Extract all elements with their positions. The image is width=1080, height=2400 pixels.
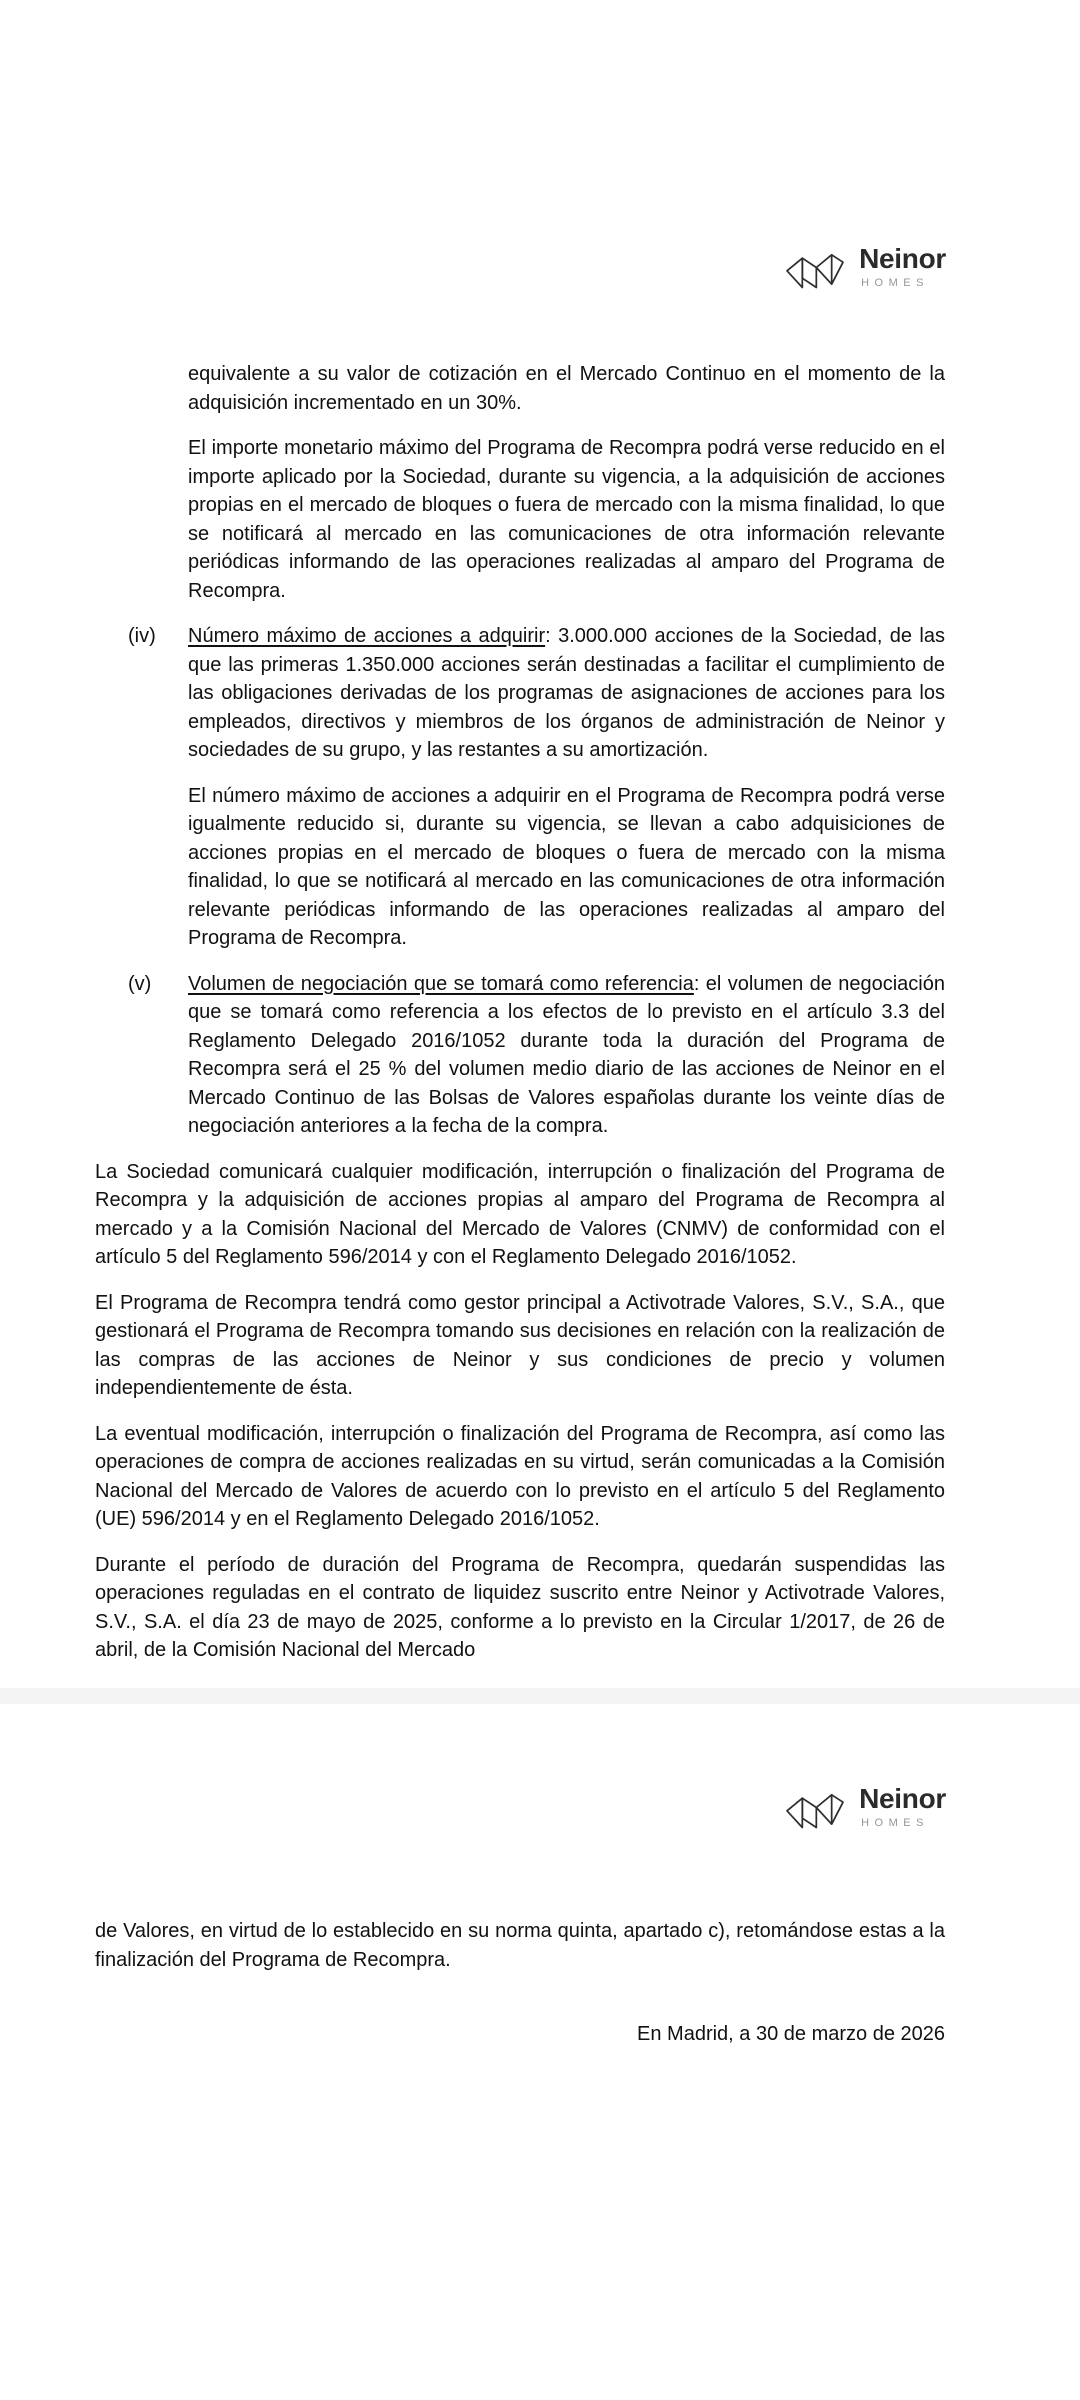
list-text (188, 970, 945, 1141)
list-text-rest: : el volumen de negociación que se tomará como referencia a los efectos de lo previsto en el artículo 3.3 del Reglamento Delegado 2016/1052 durante toda la duración del Programa de Recompra será el 25 % del volumen medio diario de las acciones de Neinor en el Mercado Continuo de las Bolsas de Valores españolas durante los veinte días de negociación anteriores a la fecha de la compra. (188, 972, 945, 1137)
neinor-logo-icon (785, 1787, 845, 1832)
logo-text (859, 244, 946, 289)
page-2 (0, 1704, 1080, 2400)
paragraph: de Valores, en virtud de lo establecido en su norma quinta, apartado c), retomándose estas a la finalización del Programa de Recompra. (95, 1920, 945, 1971)
list-marker: (v) (128, 972, 152, 995)
paragraph: Durante el período de duración del Programa de Recompra, quedarán suspendidas las operaciones reguladas en el contrato de liquidez suscrito entre Neinor y Activotrade Valores, S.V., S.A. el día 23 de mayo de 2025, conforme a lo previsto en la Circular 1/2017, de 26 de abril, de la Comisión Nacional del Mercado (95, 1553, 945, 1661)
list-marker: (iv) (128, 625, 156, 647)
underlined-term: Número máximo de acciones a adquirir (188, 625, 546, 647)
logo-subtitle: HOMES (861, 277, 929, 289)
neinor-logo (785, 1784, 946, 1832)
logo-subtitle: HOMES (861, 1817, 929, 1829)
paragraph: El número máximo de acciones a adquirir en el Programa de Recompra podrá verse igualmente reducido si, durante su vigencia, se llevan a cabo adquisiciones de acciones propias en el mercado de bloques o fuera de mercado con la misma finalidad, lo que se notificará al mercado en las comunicaciones de otra información relevante periódicas informando de las operaciones realizadas al amparo del Programa de Recompra. (188, 784, 945, 949)
logo-wordmark: Neinor (859, 243, 946, 274)
paragraph: equivalente a su valor de cotización en el Mercado Continuo en el momento de la adquisición incrementado en un 30%. (188, 363, 945, 414)
paragraph: El importe monetario máximo del Programa de Recompra podrá verse reducido en el importe aplicado por la Sociedad, durante su vigencia, a la adquisición de acciones propias en el mercado de bloques o fuera de mercado con la misma finalidad, lo que se notificará al mercado en las comunicaciones de otra información relevante periódicas informando de las operaciones realizadas al amparo del Programa de Recompra. (188, 437, 945, 602)
underlined-term: Volumen de negociación que se tomará como referencia (188, 972, 694, 995)
logo-wordmark: Neinor (859, 1783, 946, 1814)
page-separator (0, 1688, 1080, 1704)
paragraph: La eventual modificación, interrupción o finalización del Programa de Recompra, así como las operaciones de compra de acciones realizadas en su virtud, serán comunicadas a la Comisión Nacional del Mercado de Valores de acuerdo con lo previsto en el artículo 5 del Reglamento (UE) 596/2014 y en el Reglamento Delegado 2016/1052. (95, 1422, 945, 1530)
paragraph: La Sociedad comunicará cualquier modificación, interrupción o finalización del Programa de Recompra y la adquisición de acciones propias al amparo del Programa de Recompra al mercado y a la Comisión Nacional del Mercado de Valores (CNMV) de conformidad con el artículo 5 del Reglamento 596/2014 y con el Reglamento Delegado 2016/1052. (95, 1160, 945, 1268)
list-item-iv (95, 622, 945, 765)
list-text-rest: : 3.000.000 acciones de la Sociedad, de las que las primeras 1.350.000 acciones serán destinadas a facilitar el cumplimiento de las obligaciones derivadas de los programas de asignaciones de acciones para los empleados, directivos y miembros de los órganos de administración de Neinor y sociedades de su grupo, y las restantes a su amortización. (188, 625, 945, 761)
page-1-content (95, 360, 945, 1682)
list-text (188, 622, 945, 765)
paragraph: El Programa de Recompra tendrá como gestor principal a Activotrade Valores, S.V., S.A., que gestionará el Programa de Recompra tomando sus decisiones en relación con la realización de las compras de las acciones de Neinor y sus condiciones de precio y volumen independientemente de ésta. (95, 1291, 945, 1399)
logo-text (859, 1784, 946, 1829)
neinor-logo (785, 244, 946, 292)
list-item-v (95, 970, 945, 1141)
neinor-logo-icon (785, 247, 845, 292)
date-line: En Madrid, a 30 de marzo de 2026 (637, 2023, 945, 2045)
page-2-content (95, 1917, 945, 2049)
